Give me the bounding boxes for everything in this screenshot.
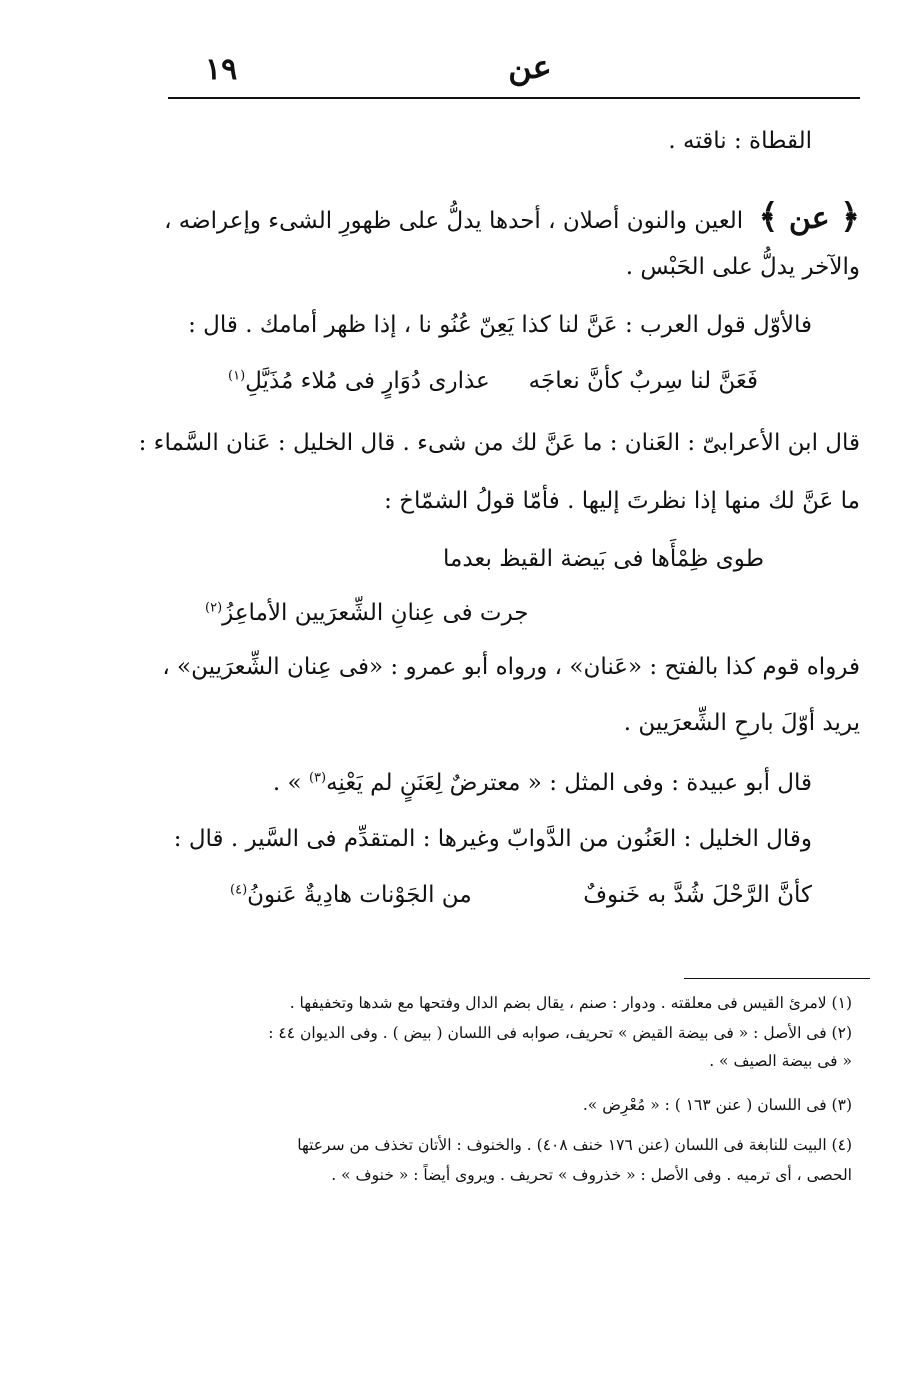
footnote-4-line-2: الحصى ، أى ترميه . وفى الأصل : « خذروف » تحريف . ويروى أيضاً : « خنوف » .	[331, 1166, 852, 1184]
verse3-first-hemistich: كأنَّ الرَّحْلَ شُدَّ به خَنوفٌ	[583, 882, 812, 908]
para4-line	[273, 770, 812, 796]
footnote-ref-2: (٢)	[205, 600, 223, 616]
para3-line-2: يريد أوّلَ بارحِ الشِّعرَيين .	[623, 710, 860, 736]
definition-line: القطاة : ناقته .	[668, 128, 812, 154]
para2-line-2: ما عَنَّ لك منها إذا نظرتَ إليها . فأمّا قولُ الشمّاخ :	[384, 488, 860, 514]
verse3-second-text: من الجَوْنات هادِيةٌ عَنونُ	[247, 882, 472, 908]
verse3-second-hemistich	[230, 882, 472, 908]
verse2-second-text: جرت فى عِنانِ الشِّعرَيين الأماعِزُ	[222, 600, 529, 626]
verse1-first-hemistich: فَعَنَّ لنا سِربٌ كأنَّ نعاجَه	[528, 368, 758, 394]
verse2-second-hemistich	[205, 600, 528, 626]
entry-line-2: والآخر يدلُّ على الحَبْس .	[625, 254, 860, 280]
footnote-2-line-2: « فى بيضة الصيف » .	[709, 1052, 852, 1070]
footnote-ref-4: (٤)	[230, 882, 248, 898]
footnote-ref-3: (٣)	[308, 770, 327, 786]
para1-line-1: فالأوّل قول العرب : عَنَّ لنا كذا يَعِنّ عُنُو نا ، إذا ظهر أمامك . قال :	[188, 312, 812, 338]
para2-line-1: قال ابن الأعرابىّ : العَنان : ما عَنَّ لك من شىء . قال الخليل : عَنان السَّماء :	[138, 430, 860, 456]
para4-text: قال أبو عبيدة : وفى المثل : « معترضٌ لِعَنَنٍ لم يَعْنِه	[326, 770, 812, 796]
entry-line-1	[164, 196, 860, 237]
footnote-4-line-1: (٤) البيت للنابغة فى اللسان (عنن ١٧٦ خنف ٤٠٨) . والخنوف : الأتان تخذف من سرعتها	[297, 1136, 852, 1154]
verse1-second-hemistich	[228, 368, 490, 394]
page-number: ١٩	[205, 52, 238, 87]
open-brace: ﴿	[840, 197, 860, 237]
verse2-first-hemistich: طوى ظِمْأَها فى بَيضة القيظ بعدما	[443, 546, 764, 572]
footnote-3: (٣) فى اللسان ( عنن ١٦٣ ) : « مُعْرِض ».	[582, 1096, 852, 1114]
header-rule	[168, 97, 860, 99]
para4-end: » .	[272, 770, 302, 796]
footnote-rule	[684, 978, 870, 979]
para5-line: وقال الخليل : العَنُون من الدَّوابّ وغيرها : المتقدِّم فى السَّير . قال :	[173, 826, 812, 852]
footnote-ref-1: (١)	[228, 368, 246, 384]
running-head: عن	[508, 48, 552, 86]
entry-text-1: العين والنون أصلان ، أحدها يدلُّ على ظهورِ الشىء وإعراضه ،	[164, 208, 744, 234]
headword-text: عن	[788, 201, 830, 236]
para3-line-1: فرواه قوم كذا بالفتح : «عَنان» ، ورواه أبو عمرو : «فى عِنان الشِّعرَيين» ،	[162, 654, 860, 680]
verse1-second-text: عذارى دُوَارٍ فى مُلاء مُذَيَّلِ	[245, 368, 490, 394]
headword	[759, 196, 861, 237]
footnote-1: (١) لامرئ القيس فى معلقته . ودوار : صنم ، يقال بضم الدال وفتحها مع شدها وتخفيفها .	[289, 994, 852, 1012]
footnote-2-line-1: (٢) فى الأصل : « فى بيضة القيض » تحريف، صوابه فى اللسان ( بيض ) . وفى الديوان ٤٤ :	[268, 1024, 852, 1042]
close-brace: ﴾	[758, 197, 779, 237]
